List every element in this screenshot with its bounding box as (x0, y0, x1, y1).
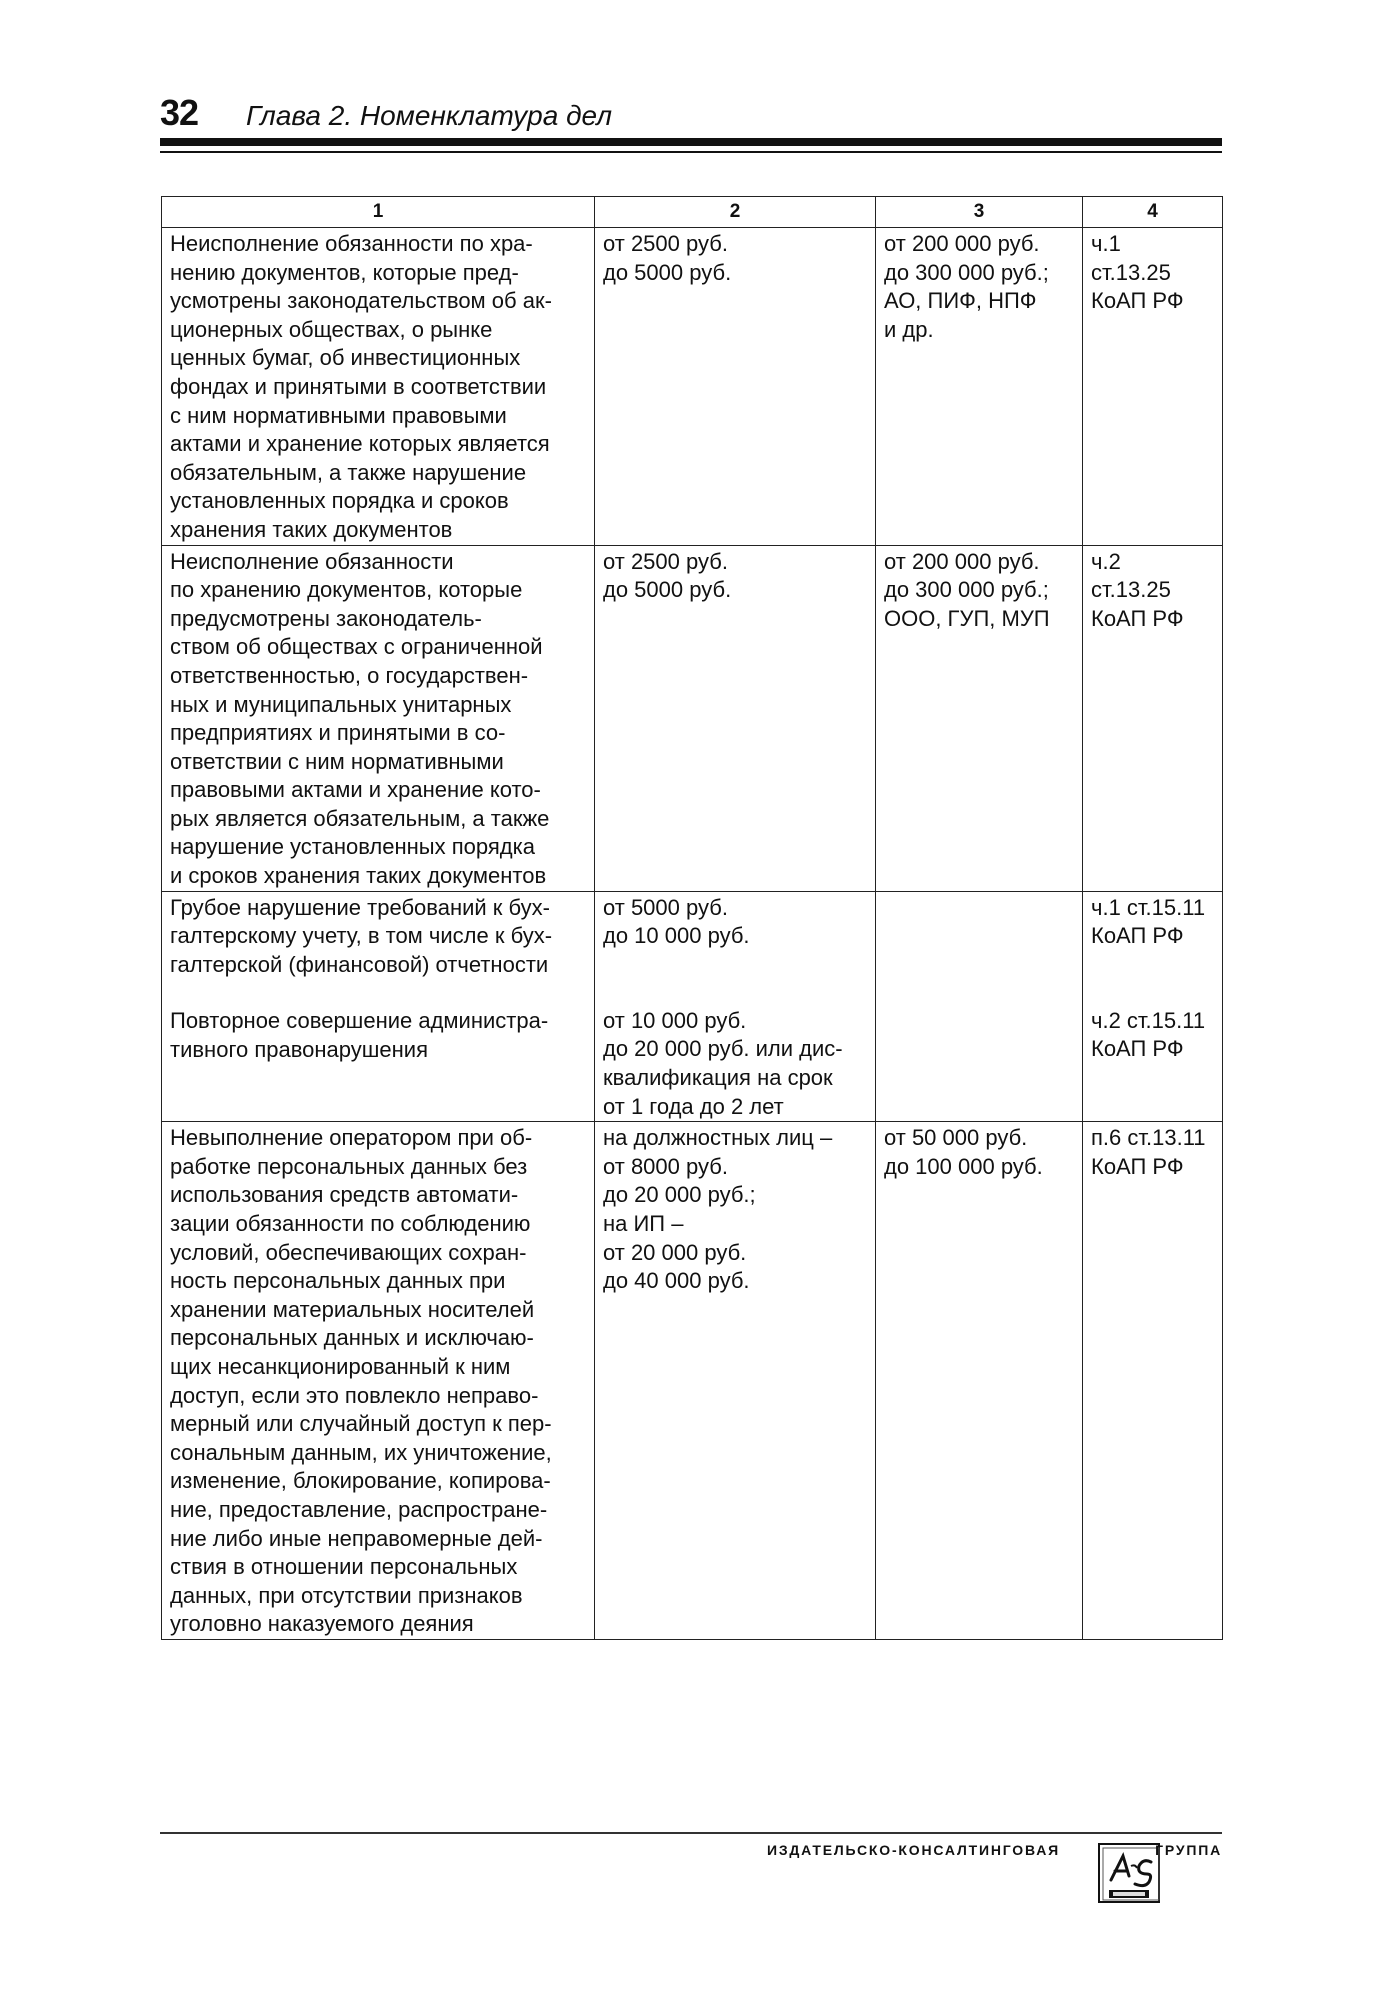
law-reference-cell (1083, 891, 1223, 1122)
law-reference-cell: ч.1 ст.13.25 КоАП РФ (1083, 228, 1223, 546)
header-rule-thin (160, 151, 1222, 153)
entity-fine-cell: от 200 000 руб. до 300 000 руб.; АО, ПИФ, НПФ и др. (876, 228, 1083, 546)
publisher-name-right: ГРУППА (1155, 1842, 1222, 1858)
column-header: 4 (1083, 197, 1223, 228)
entity-fine-cell: от 200 000 руб. до 300 000 руб.; ООО, ГУП, МУП (876, 545, 1083, 891)
page-header (160, 92, 1222, 132)
column-header: 3 (876, 197, 1083, 228)
violation-text: Грубое нарушение требований к бух- галтерскому учету, в том числе к бух- галтерской (финансовой) отчетности (170, 894, 553, 977)
violation-cell: Невыполнение оператором при об- работке персональных данных без использования средств автомати- зации обязанности по соблюдению условий, обеспечивающих сохран- ность персональных данных при хранении материальных носителей персональных данных и исключаю- щих несанкционированный к ним доступ, если это повлекло неправо- мерный или случайный доступ к пер- сональным данным, их уничтожение, изменение, блокирование, копирова- ние, предоставление, распростране- ние либо иные неправомерные дей- ствия в отношении персональных данных, при отсутствии признаков уголовно наказуемого деяния (162, 1122, 595, 1640)
violation-cell: Неисполнение обязанности по хра- нению документов, которые пред- усмотрены законодательством об ак- ционерных обществах, о рынке ценных бумаг, об инвестиционных фондах и принятыми в соответствии с ним нормативными правовыми актами и хранение которых является обязательным, а также нарушение установленных порядка и сроков хранения таких документов (162, 228, 595, 546)
publisher-logo-icon (1097, 1840, 1163, 1906)
chapter-title: Глава 2. Номенклатура дел (246, 100, 612, 131)
header-rule-thick (160, 138, 1222, 146)
violation-cell: Неисполнение обязанности по хранению документов, которые предусмотрены законодатель- ством об обществах с ограниченной ответственностью, о государствен- ных и муниципальных унитарных предприятиях и принятыми в со- ответствии с ним нормативными правовыми актами и хранение кото- рых является обязательным, а также нарушение установленных порядка и сроков хранения таких документов (162, 545, 595, 891)
publisher-name-left: ИЗДАТЕЛЬСКО-КОНСАЛТИНГОВАЯ (766, 1842, 1060, 1858)
publisher-footer (760, 1840, 1222, 1912)
law-reference-text: ч.1 ст.15.11 КоАП РФ (1091, 894, 1206, 949)
entity-fine-cell: от 50 000 руб. до 100 000 руб. (876, 1122, 1083, 1640)
column-header: 1 (162, 197, 595, 228)
table-row (162, 891, 1223, 1122)
table-row (162, 545, 1223, 891)
entity-fine-cell (876, 891, 1083, 1122)
column-header: 2 (595, 197, 876, 228)
official-fine-cell (595, 891, 876, 1122)
page-number: 32 (160, 92, 199, 133)
law-reference-text-repeat: ч.2 ст.15.11 КоАП РФ (1091, 1007, 1206, 1062)
table-row (162, 228, 1223, 546)
official-fine-cell: от 2500 руб. до 5000 руб. (595, 545, 876, 891)
table-header-row (162, 197, 1223, 228)
official-fine-cell: на должностных лиц – от 8000 руб. до 20 000 руб.; на ИП – от 20 000 руб. до 40 000 руб. (595, 1122, 876, 1640)
footer-rule (160, 1832, 1222, 1834)
law-reference-cell: п.6 ст.13.11 КоАП РФ (1083, 1122, 1223, 1640)
fine-text: от 5000 руб. до 10 000 руб. (603, 894, 750, 949)
fines-table (161, 196, 1223, 1640)
table-row (162, 1122, 1223, 1640)
fine-text-repeat: от 10 000 руб. до 20 000 руб. или дис- квалификация на срок от 1 года до 2 лет (603, 1007, 843, 1119)
law-reference-cell: ч.2 ст.13.25 КоАП РФ (1083, 545, 1223, 891)
official-fine-cell: от 2500 руб. до 5000 руб. (595, 228, 876, 546)
violation-text-repeat: Повторное совершение администра- тивного правонарушения (170, 1008, 549, 1063)
violation-cell (162, 891, 595, 1122)
